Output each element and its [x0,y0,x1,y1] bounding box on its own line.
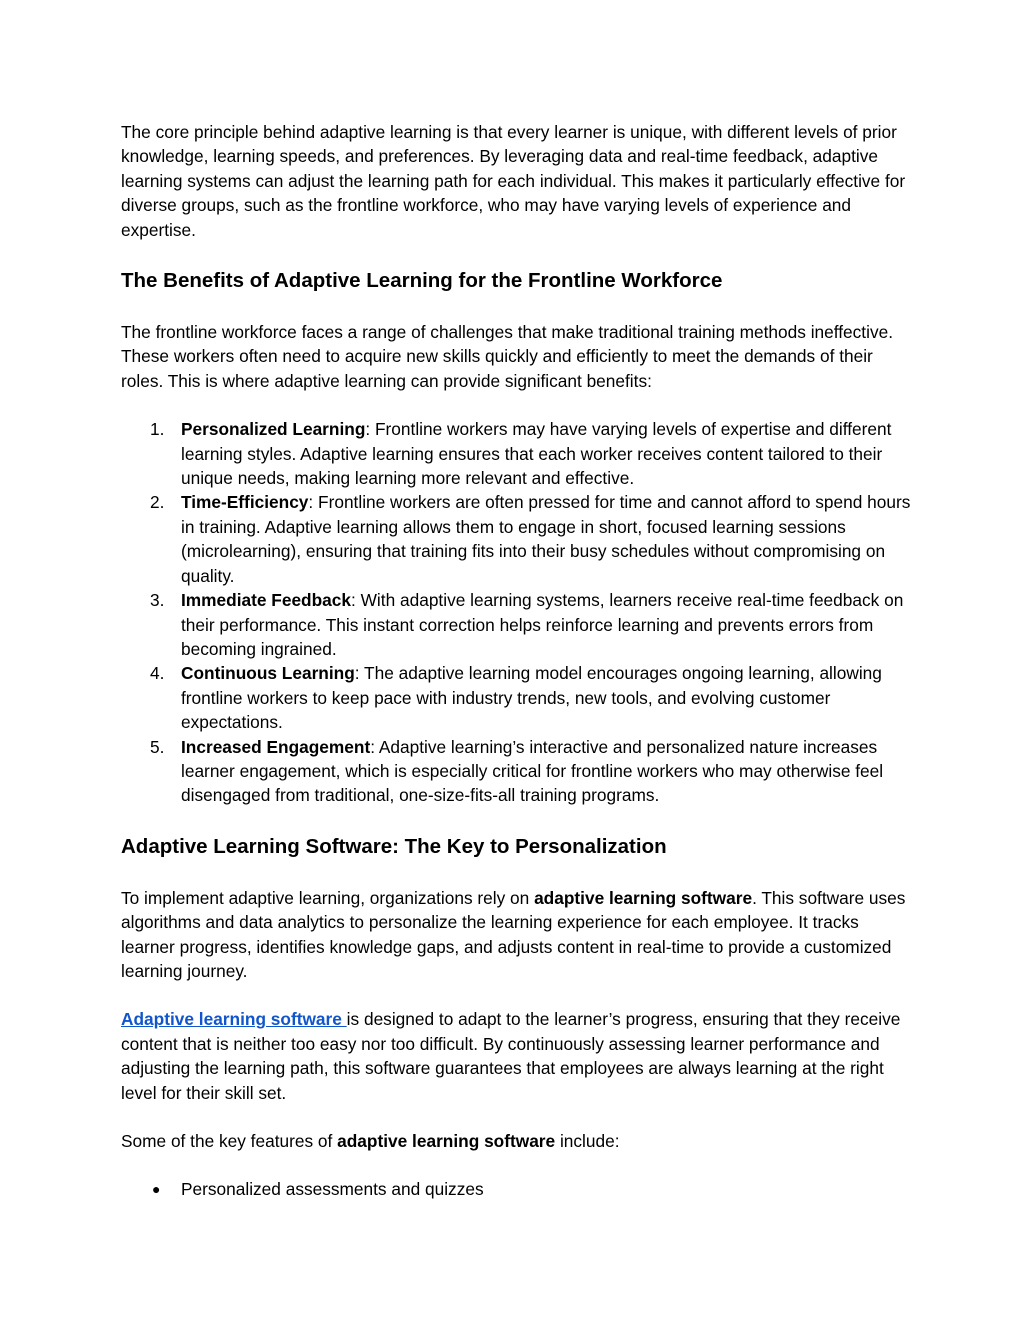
bold-term: adaptive learning software [534,887,753,908]
text-run: To implement adaptive learning, organizations rely on [121,887,535,908]
bullet-icon: ● [152,1181,161,1198]
list-item [121,417,911,490]
list-item [121,661,911,734]
software-paragraph-1 [121,886,911,984]
adaptive-learning-software-link[interactable]: Adaptive learning software [121,1009,347,1030]
list-item-term: Personalized Learning [181,419,366,440]
text-run: . This software uses algorithms and data analytics to personalize the learning experience for each employee. It tracks learner progress, identifies knowledge gaps, and adjusts content in real-time to provide a customized learning journey. [121,887,906,981]
list-item [121,490,911,588]
list-item-text: : Adaptive learning’s interactive and personalized nature increases learner engagement, which is especially critical for frontline workers who may otherwise feel disengaged from traditional, one-size-fits-all training programs. [181,736,884,806]
list-number: 4. [150,663,165,684]
text-run: include: [555,1131,620,1151]
list-item-text: : With adaptive learning systems, learners receive real-time feedback on their performance. This instant correction helps reinforce learning and prevents errors from becoming ingrained. [181,590,904,659]
text-run: is designed to adapt to the learner’s progress, ensuring that they receive content that is neither too easy nor too difficult. By continuously assessing learner performance and adjusting the learning path, this software guarantees that employees are always learning at the right level for their skill set. [121,1009,901,1103]
list-item-term: Continuous Learning [181,663,355,684]
software-paragraph-3 [121,1129,911,1153]
list-item-term: Increased Engagement [181,736,371,757]
list-item-text: : Frontline workers are often pressed for time and cannot afford to spend hours in training. Adaptive learning allows them to engage in short, focused learning sessions (microlearning), ensuring that training fits into their busy schedules without compromising on quality. [181,492,911,586]
intro-paragraph: The core principle behind adaptive learning is that every learner is unique, with different levels of prior knowledge, learning speeds, and preferences. By leveraging data and real-time feedback, adaptive learning systems can adjust the learning path for each individual. This makes it particularly effective for diverse groups, such as the frontline workforce, who may have varying levels of experience and expertise. [121,122,906,240]
list-item-text: : The adaptive learning model encourages ongoing learning, allowing frontline workers to keep pace with industry trends, new tools, and evolving customer expectations. [181,663,882,733]
benefits-intro-paragraph: The frontline workforce faces a range of challenges that make traditional training methods ineffective. These workers often need to acquire new skills quickly and efficiently to meet the demands of their roles. This is where adaptive learning can provide significant benefits: [121,322,894,391]
section-heading-benefits: The Benefits of Adaptive Learning for the Frontline Workforce [121,269,723,293]
list-number: 5. [150,736,165,757]
list-item-text: Personalized assessments and quizzes [181,1179,484,1200]
section-heading-software: Adaptive Learning Software: The Key to Personalization [121,834,667,858]
software-paragraph-2 [121,1007,911,1105]
list-item-text: : Frontline workers may have varying levels of expertise and different learning styles. Adaptive learning ensures that each worker receives content tailored to their unique needs, making learning more relevant and effective. [181,419,892,489]
document-page [121,120,911,1202]
benefits-list [121,417,911,808]
list-item [121,588,911,661]
bold-term: adaptive learning software [337,1131,556,1151]
list-item [121,1177,911,1201]
list-item [121,735,911,808]
list-item-term: Time-Efficiency [181,492,309,513]
text-run: Some of the key features of [121,1131,338,1151]
list-number: 1. [150,419,165,440]
list-number: 2. [150,492,165,513]
list-item-term: Immediate Feedback [181,590,352,611]
list-number: 3. [150,590,165,611]
features-list [121,1177,911,1201]
